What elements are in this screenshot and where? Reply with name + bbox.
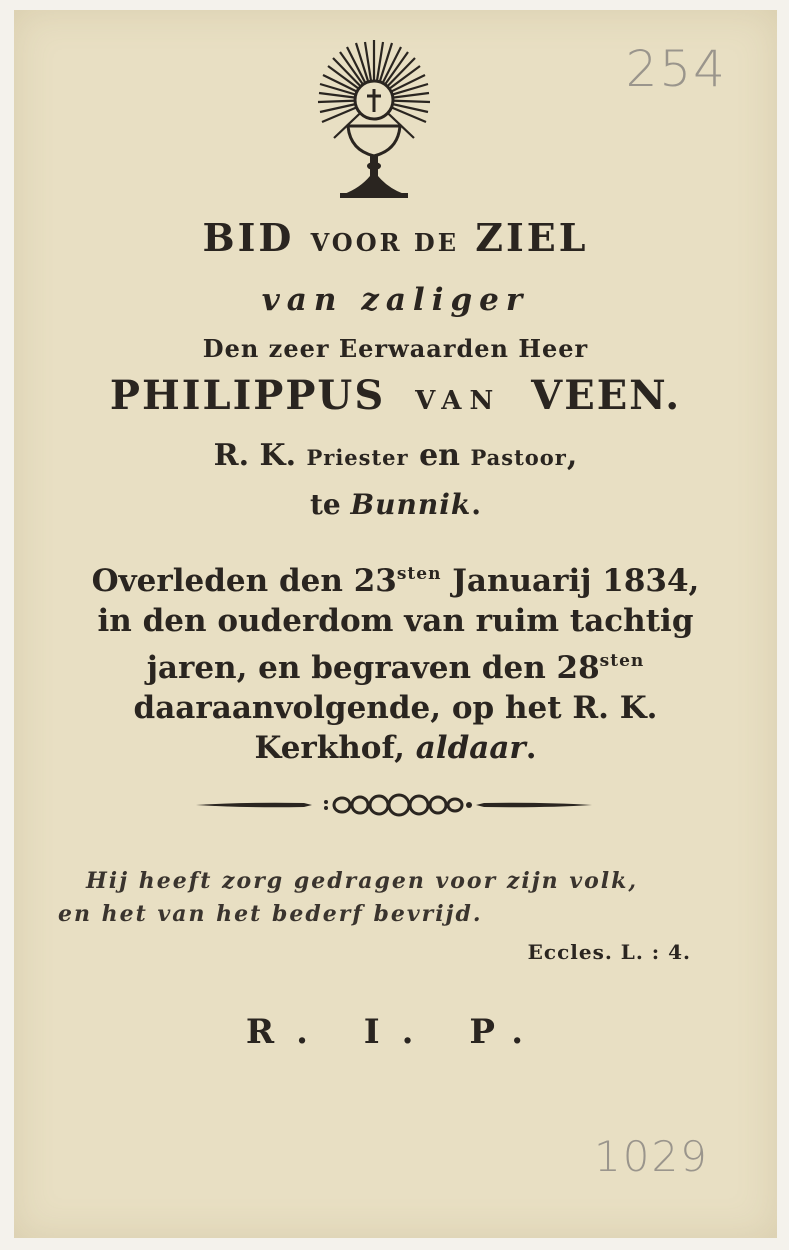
handwritten-number-bottom: 1029 [594, 1132, 709, 1181]
scripture-citation: Eccles. L. : 4. [527, 940, 691, 964]
line-priester-pastoor: R. K. Priester en Pastoor, [213, 438, 578, 473]
quote-line: Hij heeft zorg gedragen voor zijn volk, [86, 868, 639, 894]
scripture-quote [58, 865, 638, 931]
handwritten-number-top: 254 [625, 40, 727, 98]
quote-line: en het van het bederf bevrijd. [58, 901, 483, 927]
memorial-card [14, 10, 777, 1238]
line-te-bunnik: te Bunnik. [309, 488, 482, 521]
line-title-heer: Den zeer Eerwaarden Heer [202, 334, 589, 363]
deceased-name: PHILIPPUS VAN VEEN. [109, 372, 682, 419]
body-line: jaren, en begraven den $28^{sten}$ [146, 650, 645, 686]
body-line: in den ouderdom van ruim tachtig [97, 603, 694, 639]
line-van-zaliger: van zaliger [261, 282, 530, 318]
death-notice-text [14, 554, 777, 768]
body-line: Kerkhof, aldaar. [254, 730, 537, 766]
ornament-divider [194, 790, 594, 820]
body-line: daaraanvolgende, op het R. K. [133, 690, 658, 726]
body-line: Overleden den $23^{sten}$ Januarij 1834, [91, 563, 700, 599]
rip-text: R. I. P. [245, 1012, 546, 1052]
chalice-icon [314, 38, 434, 203]
heading-bid-voor-de-ziel: BID VOOR DE ZIEL [202, 215, 589, 260]
